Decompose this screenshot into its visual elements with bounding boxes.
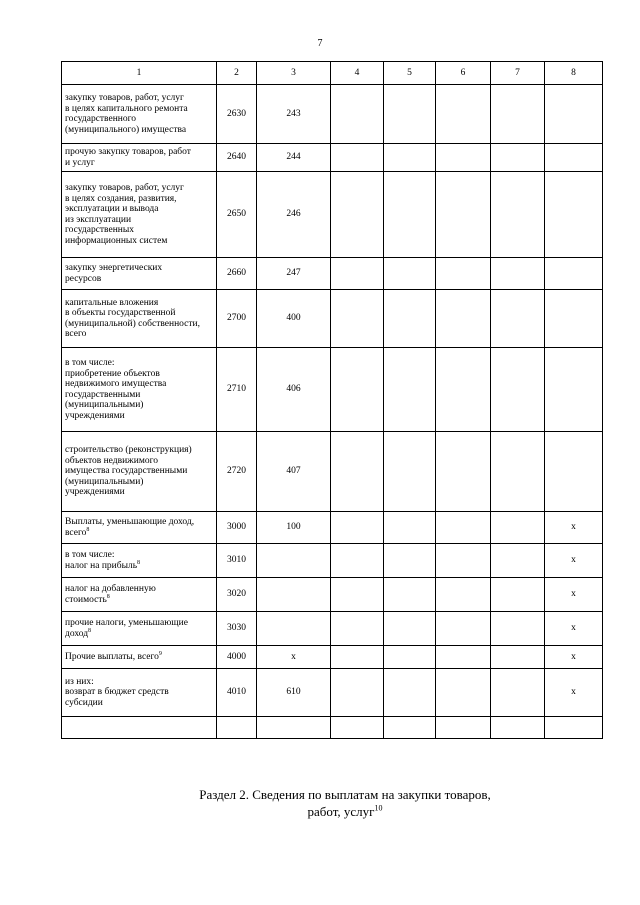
expenditure-table xyxy=(61,61,603,739)
col-5 xyxy=(384,432,436,512)
table-row xyxy=(62,669,603,717)
row-name xyxy=(62,717,217,739)
col-6 xyxy=(436,172,491,258)
col-5 xyxy=(384,144,436,172)
col-4 xyxy=(331,512,384,544)
col-7 xyxy=(491,646,545,669)
col-6 xyxy=(436,85,491,144)
col-4 xyxy=(331,348,384,432)
row-code: 2720 xyxy=(217,432,257,512)
kbk-code: 100 xyxy=(257,512,331,544)
table-row xyxy=(62,85,603,144)
row-name: закупку товаров, работ, услуг в целях капитального ремонта государственного (муниципального) имущества xyxy=(62,85,217,144)
kbk-code: x xyxy=(257,646,331,669)
col-6 xyxy=(436,512,491,544)
col-4 xyxy=(331,258,384,290)
col-5 xyxy=(384,290,436,348)
kbk-code: 244 xyxy=(257,144,331,172)
col-8 xyxy=(545,258,603,290)
row-code: 3020 xyxy=(217,578,257,612)
col-6 xyxy=(436,432,491,512)
col-8: x xyxy=(545,544,603,578)
col-4 xyxy=(331,432,384,512)
row-code: 4000 xyxy=(217,646,257,669)
col-5 xyxy=(384,544,436,578)
table-row xyxy=(62,612,603,646)
row-name: капитальные вложения в объекты государственной (муниципальной) собственности, всего xyxy=(62,290,217,348)
header-cell: 3 xyxy=(257,62,331,85)
col-7 xyxy=(491,172,545,258)
col-8: x xyxy=(545,669,603,717)
section-title xyxy=(160,786,530,820)
row-name: прочие налоги, уменьшающие доход$^8$ xyxy=(62,612,217,646)
header-cell: 5 xyxy=(384,62,436,85)
table-row xyxy=(62,172,603,258)
col-7 xyxy=(491,348,545,432)
kbk-code: 407 xyxy=(257,432,331,512)
col-8 xyxy=(545,144,603,172)
col-6 xyxy=(436,258,491,290)
col-8: x xyxy=(545,612,603,646)
col-8 xyxy=(545,172,603,258)
col-6 xyxy=(436,669,491,717)
row-code: 3030 xyxy=(217,612,257,646)
kbk-code xyxy=(257,717,331,739)
header-cell: 7 xyxy=(491,62,545,85)
kbk-code xyxy=(257,544,331,578)
col-6 xyxy=(436,578,491,612)
col-8 xyxy=(545,432,603,512)
col-7 xyxy=(491,612,545,646)
row-name: закупку энергетических ресурсов xyxy=(62,258,217,290)
kbk-code: 406 xyxy=(257,348,331,432)
col-6 xyxy=(436,717,491,739)
section-title-line-2 xyxy=(160,803,530,820)
col-5 xyxy=(384,717,436,739)
header-cell: 8 xyxy=(545,62,603,85)
col-7 xyxy=(491,144,545,172)
kbk-code: 243 xyxy=(257,85,331,144)
col-7 xyxy=(491,432,545,512)
kbk-code: 610 xyxy=(257,669,331,717)
col-8: x xyxy=(545,578,603,612)
footnote-mark: 8 xyxy=(106,593,110,600)
row-name: закупку товаров, работ, услуг в целях создания, развития, эксплуатации и вывода из эксплуатации государственных информационных систем xyxy=(62,172,217,258)
col-7 xyxy=(491,669,545,717)
header-cell: 2 xyxy=(217,62,257,85)
table-row xyxy=(62,348,603,432)
kbk-code xyxy=(257,612,331,646)
row-code: 4010 xyxy=(217,669,257,717)
kbk-code: 247 xyxy=(257,258,331,290)
col-5 xyxy=(384,85,436,144)
col-5 xyxy=(384,646,436,669)
row-code: 2700 xyxy=(217,290,257,348)
col-4 xyxy=(331,669,384,717)
row-code: 2650 xyxy=(217,172,257,258)
col-4 xyxy=(331,578,384,612)
row-code: 3010 xyxy=(217,544,257,578)
col-7 xyxy=(491,578,545,612)
col-6 xyxy=(436,646,491,669)
row-name: строительство (реконструкция) объектов недвижимого имущества государственными (муниципальными) учреждениями xyxy=(62,432,217,512)
footnote-mark: 8 xyxy=(86,526,90,533)
table-row xyxy=(62,144,603,172)
col-4 xyxy=(331,144,384,172)
table-row xyxy=(62,290,603,348)
row-code xyxy=(217,717,257,739)
col-8 xyxy=(545,348,603,432)
col-7 xyxy=(491,258,545,290)
row-name: в том числе: приобретение объектов недвижимого имущества государственными (муниципальными) учреждениями xyxy=(62,348,217,432)
row-name: Выплаты, уменьшающие доход, всего$^8$ xyxy=(62,512,217,544)
row-name: налог на добавленную стоимость$^8$ xyxy=(62,578,217,612)
col-5 xyxy=(384,612,436,646)
row-code: 3000 xyxy=(217,512,257,544)
col-4 xyxy=(331,646,384,669)
section-footnote-mark: 10 xyxy=(374,803,383,813)
col-7 xyxy=(491,512,545,544)
col-6 xyxy=(436,612,491,646)
col-6 xyxy=(436,544,491,578)
col-8 xyxy=(545,85,603,144)
section-title-text: работ, услуг xyxy=(307,804,375,819)
kbk-code: 246 xyxy=(257,172,331,258)
col-5 xyxy=(384,258,436,290)
col-4 xyxy=(331,85,384,144)
footnote-mark: 8 xyxy=(137,559,141,566)
row-name: Прочие выплаты, всего$^9$ xyxy=(62,646,217,669)
col-4 xyxy=(331,172,384,258)
col-8 xyxy=(545,717,603,739)
row-name: из них: возврат в бюджет средств субсидии xyxy=(62,669,217,717)
col-4 xyxy=(331,717,384,739)
header-cell: 4 xyxy=(331,62,384,85)
table-row xyxy=(62,258,603,290)
col-5 xyxy=(384,172,436,258)
table-row xyxy=(62,512,603,544)
table-row xyxy=(62,432,603,512)
table-row xyxy=(62,717,603,739)
page-number: 7 xyxy=(317,38,323,49)
col-7 xyxy=(491,544,545,578)
col-4 xyxy=(331,612,384,646)
col-8: x xyxy=(545,512,603,544)
col-6 xyxy=(436,348,491,432)
col-5 xyxy=(384,512,436,544)
col-7 xyxy=(491,85,545,144)
table-row xyxy=(62,646,603,669)
row-name: прочую закупку товаров, работ и услуг xyxy=(62,144,217,172)
row-code: 2630 xyxy=(217,85,257,144)
col-5 xyxy=(384,669,436,717)
row-code: 2710 xyxy=(217,348,257,432)
header-cell: 1 xyxy=(62,62,217,85)
col-6 xyxy=(436,290,491,348)
kbk-code xyxy=(257,578,331,612)
table-header-row xyxy=(62,62,603,85)
table-row xyxy=(62,544,603,578)
kbk-code: 400 xyxy=(257,290,331,348)
table-row xyxy=(62,578,603,612)
footnote-mark: 8 xyxy=(88,627,92,634)
col-5 xyxy=(384,578,436,612)
col-4 xyxy=(331,290,384,348)
col-6 xyxy=(436,144,491,172)
row-code: 2660 xyxy=(217,258,257,290)
col-8: x xyxy=(545,646,603,669)
footnote-mark: 9 xyxy=(158,650,162,657)
col-7 xyxy=(491,290,545,348)
col-7 xyxy=(491,717,545,739)
row-name: в том числе: налог на прибыль$^8$ xyxy=(62,544,217,578)
header-cell: 6 xyxy=(436,62,491,85)
row-code: 2640 xyxy=(217,144,257,172)
col-4 xyxy=(331,544,384,578)
table-body xyxy=(62,85,603,739)
col-8 xyxy=(545,290,603,348)
col-5 xyxy=(384,348,436,432)
section-title-line-1: Раздел 2. Сведения по выплатам на закупки товаров, xyxy=(199,787,491,802)
